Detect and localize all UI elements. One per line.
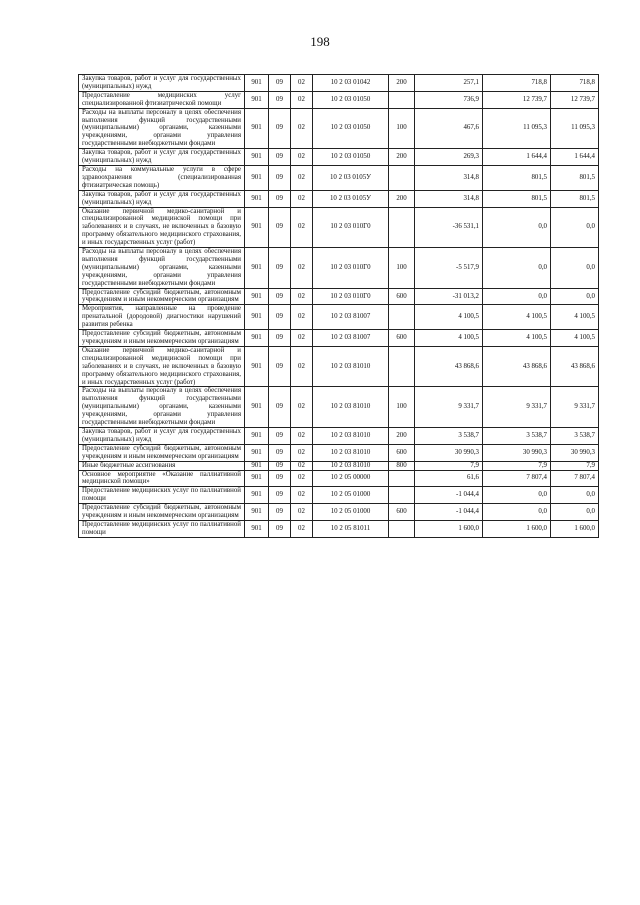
expense-type-code bbox=[389, 520, 415, 537]
section-code: 09 bbox=[269, 387, 291, 428]
subsection-code: 02 bbox=[291, 75, 313, 92]
amount-column-1: 30 990,3 bbox=[415, 444, 483, 461]
subsection-code: 02 bbox=[291, 91, 313, 108]
section-code: 09 bbox=[269, 346, 291, 387]
amount-column-2: 7,9 bbox=[483, 461, 551, 470]
ministry-code: 901 bbox=[245, 461, 269, 470]
expense-type-code: 600 bbox=[389, 288, 415, 305]
target-article-code: 10 2 05 81011 bbox=[313, 520, 389, 537]
expense-type-code bbox=[389, 91, 415, 108]
amount-column-2: 801,5 bbox=[483, 190, 551, 207]
table-row bbox=[79, 108, 599, 149]
page-number: 198 bbox=[310, 34, 330, 49]
table-row bbox=[79, 248, 599, 289]
row-name: Предоставление медицинских услуг специализированной фтизиатрической помощи bbox=[79, 91, 245, 108]
expense-type-code bbox=[389, 305, 415, 330]
amount-column-3: 1 600,0 bbox=[551, 520, 599, 537]
section-code: 09 bbox=[269, 165, 291, 190]
table-row bbox=[79, 165, 599, 190]
amount-column-3: 9 331,7 bbox=[551, 387, 599, 428]
ministry-code: 901 bbox=[245, 207, 269, 248]
amount-column-3: 4 100,5 bbox=[551, 305, 599, 330]
amount-column-3: 11 095,3 bbox=[551, 108, 599, 149]
ministry-code: 901 bbox=[245, 75, 269, 92]
amount-column-1: -36 531,1 bbox=[415, 207, 483, 248]
expense-type-code: 100 bbox=[389, 248, 415, 289]
target-article-code: 10 2 03 81010 bbox=[313, 346, 389, 387]
amount-column-2: 30 990,3 bbox=[483, 444, 551, 461]
section-code: 09 bbox=[269, 207, 291, 248]
ministry-code: 901 bbox=[245, 108, 269, 149]
row-name: Закупка товаров, работ и услуг для государственных (муниципальных) нужд bbox=[79, 75, 245, 92]
expense-type-code: 100 bbox=[389, 387, 415, 428]
section-code: 09 bbox=[269, 305, 291, 330]
row-name: Иные бюджетные ассигнования bbox=[79, 461, 245, 470]
subsection-code: 02 bbox=[291, 520, 313, 537]
amount-column-1: 7,9 bbox=[415, 461, 483, 470]
amount-column-1: 43 868,6 bbox=[415, 346, 483, 387]
subsection-code: 02 bbox=[291, 288, 313, 305]
amount-column-1: 467,6 bbox=[415, 108, 483, 149]
row-name: Предоставление медицинских услуг по паллиативной помощи bbox=[79, 487, 245, 504]
ministry-code: 901 bbox=[245, 190, 269, 207]
section-code: 09 bbox=[269, 248, 291, 289]
target-article-code: 10 2 03 81010 bbox=[313, 461, 389, 470]
target-article-code: 10 2 03 81007 bbox=[313, 305, 389, 330]
row-name: Закупка товаров, работ и услуг для государственных (муниципальных) нужд bbox=[79, 427, 245, 444]
table-row bbox=[79, 190, 599, 207]
section-code: 09 bbox=[269, 504, 291, 521]
subsection-code: 02 bbox=[291, 487, 313, 504]
expense-type-code: 800 bbox=[389, 461, 415, 470]
ministry-code: 901 bbox=[245, 305, 269, 330]
section-code: 09 bbox=[269, 427, 291, 444]
subsection-code: 02 bbox=[291, 387, 313, 428]
ministry-code: 901 bbox=[245, 248, 269, 289]
target-article-code: 10 2 03 01050 bbox=[313, 108, 389, 149]
subsection-code: 02 bbox=[291, 504, 313, 521]
row-name: Закупка товаров, работ и услуг для государственных (муниципальных) нужд bbox=[79, 190, 245, 207]
amount-column-1: -31 013,2 bbox=[415, 288, 483, 305]
amount-column-2: 0,0 bbox=[483, 248, 551, 289]
expense-type-code bbox=[389, 470, 415, 487]
amount-column-2: 0,0 bbox=[483, 504, 551, 521]
table-row bbox=[79, 444, 599, 461]
ministry-code: 901 bbox=[245, 165, 269, 190]
amount-column-3: 0,0 bbox=[551, 487, 599, 504]
target-article-code: 10 2 05 00000 bbox=[313, 470, 389, 487]
amount-column-2: 4 100,5 bbox=[483, 330, 551, 347]
target-article-code: 10 2 03 0105У bbox=[313, 165, 389, 190]
section-code: 09 bbox=[269, 91, 291, 108]
row-name: Расходы на выплаты персоналу в целях обеспечения выполнения функций государственными (муниципальными) органами, казенными учреждениями, органами управления государственными внебюджетными фондами bbox=[79, 387, 245, 428]
row-name: Мероприятия, направленные на проведение пренатальной (дородовой) диагностики нарушений развития ребенка bbox=[79, 305, 245, 330]
row-name: Расходы на выплаты персоналу в целях обеспечения выполнения функций государственными (муниципальными) органами, казенными учреждениями, органами управления государственными внебюджетными фондами bbox=[79, 108, 245, 149]
subsection-code: 02 bbox=[291, 427, 313, 444]
ministry-code: 901 bbox=[245, 487, 269, 504]
amount-column-1: 1 600,0 bbox=[415, 520, 483, 537]
amount-column-3: 1 644,4 bbox=[551, 149, 599, 166]
amount-column-1: 4 100,5 bbox=[415, 305, 483, 330]
row-name: Расходы на коммунальные услуги в сфере здравоохранения (специализированная фтизиатрическая помощь) bbox=[79, 165, 245, 190]
table-row bbox=[79, 387, 599, 428]
section-code: 09 bbox=[269, 288, 291, 305]
section-code: 09 bbox=[269, 444, 291, 461]
ministry-code: 901 bbox=[245, 346, 269, 387]
subsection-code: 02 bbox=[291, 190, 313, 207]
row-name: Предоставление субсидий бюджетным, автономным учреждениям и иным некоммерческим организациям bbox=[79, 504, 245, 521]
table-row bbox=[79, 330, 599, 347]
target-article-code: 10 2 03 81010 bbox=[313, 427, 389, 444]
amount-column-2: 0,0 bbox=[483, 207, 551, 248]
subsection-code: 02 bbox=[291, 470, 313, 487]
amount-column-2: 1 644,4 bbox=[483, 149, 551, 166]
expense-type-code: 200 bbox=[389, 427, 415, 444]
amount-column-2: 801,5 bbox=[483, 165, 551, 190]
amount-column-2: 718,8 bbox=[483, 75, 551, 92]
amount-column-2: 9 331,7 bbox=[483, 387, 551, 428]
target-article-code: 10 2 03 81010 bbox=[313, 387, 389, 428]
table-row bbox=[79, 520, 599, 537]
amount-column-3: 0,0 bbox=[551, 207, 599, 248]
amount-column-2: 43 868,6 bbox=[483, 346, 551, 387]
table-row bbox=[79, 470, 599, 487]
ministry-code: 901 bbox=[245, 470, 269, 487]
subsection-code: 02 bbox=[291, 108, 313, 149]
budget-table bbox=[78, 74, 599, 538]
expense-type-code: 100 bbox=[389, 108, 415, 149]
expense-type-code: 600 bbox=[389, 444, 415, 461]
ministry-code: 901 bbox=[245, 444, 269, 461]
expense-type-code: 200 bbox=[389, 190, 415, 207]
section-code: 09 bbox=[269, 108, 291, 149]
expense-type-code: 600 bbox=[389, 504, 415, 521]
expense-type-code bbox=[389, 346, 415, 387]
row-name: Предоставление субсидий бюджетным, автономным учреждениям и иным некоммерческим организациям bbox=[79, 330, 245, 347]
table-row bbox=[79, 207, 599, 248]
section-code: 09 bbox=[269, 520, 291, 537]
subsection-code: 02 bbox=[291, 444, 313, 461]
amount-column-1: 257,1 bbox=[415, 75, 483, 92]
ministry-code: 901 bbox=[245, 91, 269, 108]
amount-column-1: 4 100,5 bbox=[415, 330, 483, 347]
subsection-code: 02 bbox=[291, 207, 313, 248]
amount-column-1: -5 517,9 bbox=[415, 248, 483, 289]
target-article-code: 10 2 03 010Г0 bbox=[313, 288, 389, 305]
section-code: 09 bbox=[269, 487, 291, 504]
target-article-code: 10 2 05 01000 bbox=[313, 504, 389, 521]
table-row bbox=[79, 427, 599, 444]
ministry-code: 901 bbox=[245, 149, 269, 166]
expense-type-code bbox=[389, 165, 415, 190]
table-row bbox=[79, 346, 599, 387]
amount-column-3: 7,9 bbox=[551, 461, 599, 470]
subsection-code: 02 bbox=[291, 248, 313, 289]
amount-column-3: 801,5 bbox=[551, 190, 599, 207]
section-code: 09 bbox=[269, 149, 291, 166]
row-name: Предоставление субсидий бюджетным, автономным учреждениям и иным некоммерческим организациям bbox=[79, 288, 245, 305]
ministry-code: 901 bbox=[245, 427, 269, 444]
ministry-code: 901 bbox=[245, 504, 269, 521]
amount-column-2: 11 095,3 bbox=[483, 108, 551, 149]
table-row bbox=[79, 305, 599, 330]
amount-column-3: 43 868,6 bbox=[551, 346, 599, 387]
row-name: Основное мероприятие «Оказание паллиативной медицинской помощи» bbox=[79, 470, 245, 487]
row-name: Оказание первичной медико-санитарной и специализированной медицинской помощи при заболеваниях и в случаях, не включенных в базовую программу обязательного медицинского страхования, и иных государственных услуг (работ) bbox=[79, 346, 245, 387]
ministry-code: 901 bbox=[245, 330, 269, 347]
table-row bbox=[79, 288, 599, 305]
amount-column-3: 3 538,7 bbox=[551, 427, 599, 444]
amount-column-3: 7 807,4 bbox=[551, 470, 599, 487]
target-article-code: 10 2 03 01050 bbox=[313, 91, 389, 108]
amount-column-2: 0,0 bbox=[483, 487, 551, 504]
section-code: 09 bbox=[269, 75, 291, 92]
amount-column-1: -1 044,4 bbox=[415, 504, 483, 521]
expense-type-code bbox=[389, 487, 415, 504]
target-article-code: 10 2 03 010Г0 bbox=[313, 207, 389, 248]
amount-column-2: 0,0 bbox=[483, 288, 551, 305]
amount-column-2: 3 538,7 bbox=[483, 427, 551, 444]
target-article-code: 10 2 05 01000 bbox=[313, 487, 389, 504]
target-article-code: 10 2 03 81010 bbox=[313, 444, 389, 461]
section-code: 09 bbox=[269, 190, 291, 207]
row-name: Закупка товаров, работ и услуг для государственных (муниципальных) нужд bbox=[79, 149, 245, 166]
table-row bbox=[79, 75, 599, 92]
target-article-code: 10 2 03 0105У bbox=[313, 190, 389, 207]
amount-column-3: 718,8 bbox=[551, 75, 599, 92]
amount-column-1: -1 044,4 bbox=[415, 487, 483, 504]
table-row bbox=[79, 504, 599, 521]
subsection-code: 02 bbox=[291, 305, 313, 330]
amount-column-1: 61,6 bbox=[415, 470, 483, 487]
amount-column-1: 9 331,7 bbox=[415, 387, 483, 428]
ministry-code: 901 bbox=[245, 520, 269, 537]
amount-column-3: 12 739,7 bbox=[551, 91, 599, 108]
amount-column-3: 801,5 bbox=[551, 165, 599, 190]
table-row bbox=[79, 487, 599, 504]
section-code: 09 bbox=[269, 330, 291, 347]
ministry-code: 901 bbox=[245, 288, 269, 305]
expense-type-code: 200 bbox=[389, 75, 415, 92]
amount-column-1: 3 538,7 bbox=[415, 427, 483, 444]
section-code: 09 bbox=[269, 461, 291, 470]
amount-column-1: 736,9 bbox=[415, 91, 483, 108]
row-name: Предоставление субсидий бюджетным, автономным учреждениям и иным некоммерческим организациям bbox=[79, 444, 245, 461]
target-article-code: 10 2 03 01050 bbox=[313, 149, 389, 166]
row-name: Оказание первичной медико-санитарной и специализированной медицинской помощи при заболеваниях и в случаях, не включенных в базовую программу обязательного медицинского страхования, и иных государственных услуг (работ) bbox=[79, 207, 245, 248]
amount-column-3: 4 100,5 bbox=[551, 330, 599, 347]
row-name: Предоставление медицинских услуг по паллиативной помощи bbox=[79, 520, 245, 537]
amount-column-1: 314,8 bbox=[415, 165, 483, 190]
expense-type-code: 200 bbox=[389, 149, 415, 166]
amount-column-2: 4 100,5 bbox=[483, 305, 551, 330]
target-article-code: 10 2 03 01042 bbox=[313, 75, 389, 92]
amount-column-1: 314,8 bbox=[415, 190, 483, 207]
subsection-code: 02 bbox=[291, 330, 313, 347]
amount-column-3: 0,0 bbox=[551, 248, 599, 289]
expense-type-code: 600 bbox=[389, 330, 415, 347]
subsection-code: 02 bbox=[291, 346, 313, 387]
amount-column-3: 0,0 bbox=[551, 288, 599, 305]
table-row bbox=[79, 91, 599, 108]
subsection-code: 02 bbox=[291, 461, 313, 470]
expense-type-code bbox=[389, 207, 415, 248]
subsection-code: 02 bbox=[291, 165, 313, 190]
budget-table-body bbox=[79, 75, 599, 538]
target-article-code: 10 2 03 81007 bbox=[313, 330, 389, 347]
amount-column-2: 12 739,7 bbox=[483, 91, 551, 108]
amount-column-2: 1 600,0 bbox=[483, 520, 551, 537]
amount-column-3: 30 990,3 bbox=[551, 444, 599, 461]
row-name: Расходы на выплаты персоналу в целях обеспечения выполнения функций государственными (муниципальными) органами, казенными учреждениями, органами управления государственными внебюджетными фондами bbox=[79, 248, 245, 289]
amount-column-2: 7 807,4 bbox=[483, 470, 551, 487]
target-article-code: 10 2 03 010Г0 bbox=[313, 248, 389, 289]
section-code: 09 bbox=[269, 470, 291, 487]
ministry-code: 901 bbox=[245, 387, 269, 428]
subsection-code: 02 bbox=[291, 149, 313, 166]
table-row bbox=[79, 149, 599, 166]
amount-column-1: 269,3 bbox=[415, 149, 483, 166]
table-row bbox=[79, 461, 599, 470]
amount-column-3: 0,0 bbox=[551, 504, 599, 521]
